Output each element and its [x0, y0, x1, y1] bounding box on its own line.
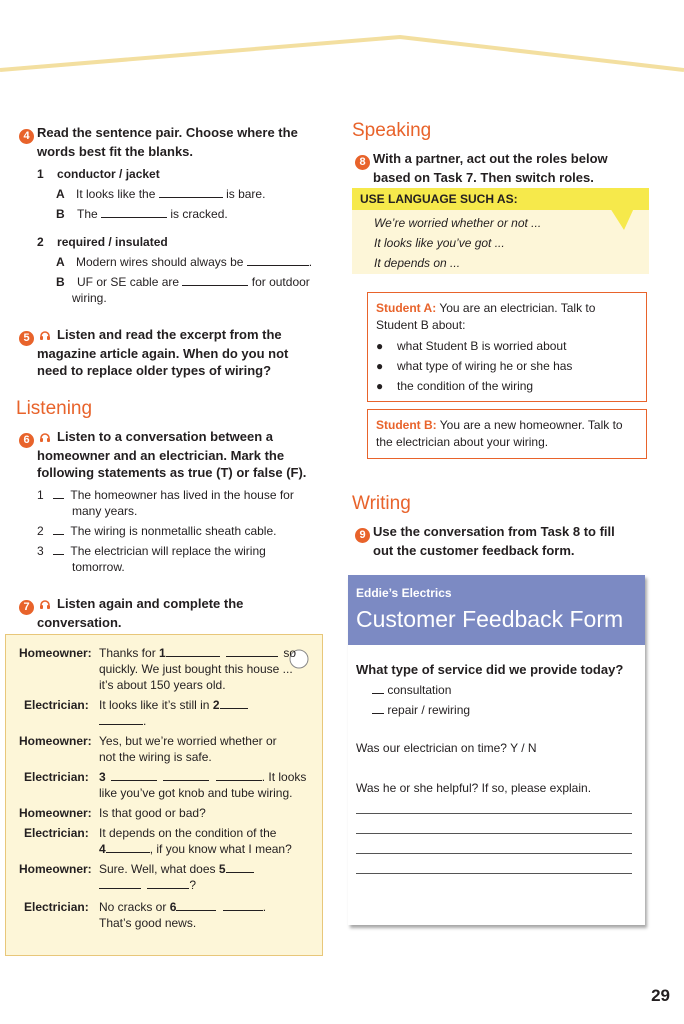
- task4-item2-b: B UF or SE cable are for outdoor: [56, 275, 310, 289]
- task4-item2-words: 2 required / insulated: [37, 235, 168, 249]
- task4-instruction: 4 Read the sentence pair. Choose where the words best fit the blanks.: [19, 125, 319, 161]
- task7-number: 7: [19, 600, 34, 615]
- task9-instruction: 9 Use the conversation from Task 8 to fill out the customer feedback form.: [355, 524, 655, 560]
- conv-line: Sure. Well, what does 5: [99, 861, 254, 878]
- task8-number: 8: [355, 155, 370, 170]
- answer-blank[interactable]: [99, 879, 141, 889]
- speaker-label: Electrician:: [24, 826, 89, 840]
- tf-blank[interactable]: [53, 525, 64, 535]
- answer-blank[interactable]: [226, 647, 278, 657]
- form-question-1: What type of service did we provide today?: [356, 662, 624, 677]
- form-question-3: Was he or she helpful? If so, please explain.: [356, 781, 592, 795]
- answer-blank[interactable]: [182, 276, 248, 286]
- answer-blank[interactable]: [99, 715, 143, 725]
- writing-heading: Writing: [352, 493, 411, 514]
- page-number: 29: [651, 986, 670, 1005]
- task4-item1-b: B The is cracked.: [56, 207, 228, 221]
- checkbox-blank[interactable]: [372, 684, 384, 694]
- speaker-label: Homeowner:: [19, 806, 92, 820]
- answer-blank[interactable]: [176, 901, 216, 911]
- speaker-label: Homeowner:: [19, 646, 92, 660]
- phrase: It looks like you’ve got ...: [374, 236, 505, 250]
- answer-line[interactable]: [356, 813, 632, 814]
- task4-item2-b-cont: wiring.: [72, 291, 107, 305]
- answer-blank[interactable]: [159, 188, 223, 198]
- task4-number: 4: [19, 129, 34, 144]
- task5-instruction: 5 Listen and read the excerpt from the magazine article again. When do you not need to replace older types of wiring?: [19, 327, 319, 379]
- speech-tail-icon: [610, 208, 634, 232]
- language-phrases: [374, 213, 541, 273]
- task7-instruction: 7 Listen again and complete the conversation.: [19, 596, 319, 632]
- conv-line: 4 , if you know what I mean?: [99, 842, 292, 856]
- speaking-heading: Speaking: [352, 120, 432, 141]
- conv-line: 3 . It looks: [99, 770, 307, 784]
- answer-blank[interactable]: [247, 256, 309, 266]
- top-decoration: [0, 0, 684, 80]
- task4-item1-words: 1 conductor / jacket: [37, 167, 160, 181]
- audio-icon: [39, 598, 51, 610]
- answer-blank[interactable]: [101, 208, 167, 218]
- list-item: ● what type of wiring he or she has: [376, 359, 573, 373]
- checkbox-blank[interactable]: [372, 704, 384, 714]
- form-title: Customer Feedback Form: [356, 606, 624, 632]
- audio-icon: [39, 431, 51, 443]
- answer-blank[interactable]: [163, 771, 209, 781]
- answer-line[interactable]: [356, 853, 632, 854]
- answer-blank[interactable]: [223, 901, 263, 911]
- task4-item1-a: A It looks like the is bare.: [56, 187, 266, 201]
- student-b-text: Student B: You are a new homeowner. Talk to the electrician about your wiring.: [376, 418, 623, 449]
- student-a-text: Student A: You are an electrician. Talk to Student B about:: [376, 301, 596, 332]
- student-a-points: [376, 336, 572, 396]
- speaker-label: Homeowner:: [19, 862, 92, 876]
- audio-icon: [39, 329, 51, 341]
- conv-line: .: [99, 713, 146, 730]
- task6-instruction: 6 Listen to a conversation between a homeowner and an electrician. Mark the following statements as true (T) or false (F).: [19, 429, 329, 481]
- answer-blank[interactable]: [106, 843, 150, 853]
- speaker-label: Homeowner:: [19, 734, 92, 748]
- listening-heading: Listening: [16, 398, 93, 419]
- task6-number: 6: [19, 433, 34, 448]
- list-item: ● the condition of the wiring: [376, 379, 534, 393]
- answer-blank[interactable]: [166, 647, 220, 657]
- tf-blank[interactable]: [53, 545, 64, 555]
- speaker-label: Electrician:: [24, 698, 89, 712]
- conv-line: Thanks for 1 so: [99, 646, 297, 660]
- conv-line: It looks like it’s still in 2: [99, 697, 248, 714]
- answer-line[interactable]: [356, 833, 632, 834]
- answer-blank[interactable]: [216, 771, 262, 781]
- task5-number: 5: [19, 331, 34, 346]
- form-question-2: Was our electrician on time? Y / N: [356, 741, 537, 755]
- form-option-1[interactable]: consultation: [372, 682, 451, 699]
- conv-line: No cracks or 6 .: [99, 900, 267, 914]
- answer-blank[interactable]: [226, 863, 254, 873]
- speaker-label: Electrician:: [24, 770, 89, 784]
- list-item: ● what Student B is worried about: [376, 339, 567, 353]
- answer-blank[interactable]: [220, 699, 248, 709]
- task4-item2-a: A Modern wires should always be .: [56, 255, 313, 269]
- form-option-2[interactable]: repair / rewiring: [372, 702, 470, 719]
- statement-2: 2 The wiring is nonmetallic sheath cable.: [37, 524, 277, 538]
- task9-number: 9: [355, 528, 370, 543]
- phrase: It depends on ...: [374, 256, 461, 270]
- speaker-label: Electrician:: [24, 900, 89, 914]
- phrase: We’re worried whether or not ...: [374, 216, 542, 230]
- answer-line[interactable]: [356, 873, 632, 874]
- answer-blank[interactable]: [147, 879, 189, 889]
- tf-blank[interactable]: [53, 489, 64, 499]
- conv-line: ?: [99, 877, 196, 894]
- answer-blank[interactable]: [111, 771, 157, 781]
- form-company: Eddie’s Electrics: [356, 586, 452, 600]
- task8-instruction: 8 With a partner, act out the roles below based on Task 7. Then switch roles.: [355, 151, 655, 187]
- language-box-title: USE LANGUAGE SUCH AS:: [360, 192, 518, 206]
- statement-1: 1 The homeowner has lived in the house for: [37, 488, 294, 502]
- statement-3: 3 The electrician will replace the wiring: [37, 544, 266, 558]
